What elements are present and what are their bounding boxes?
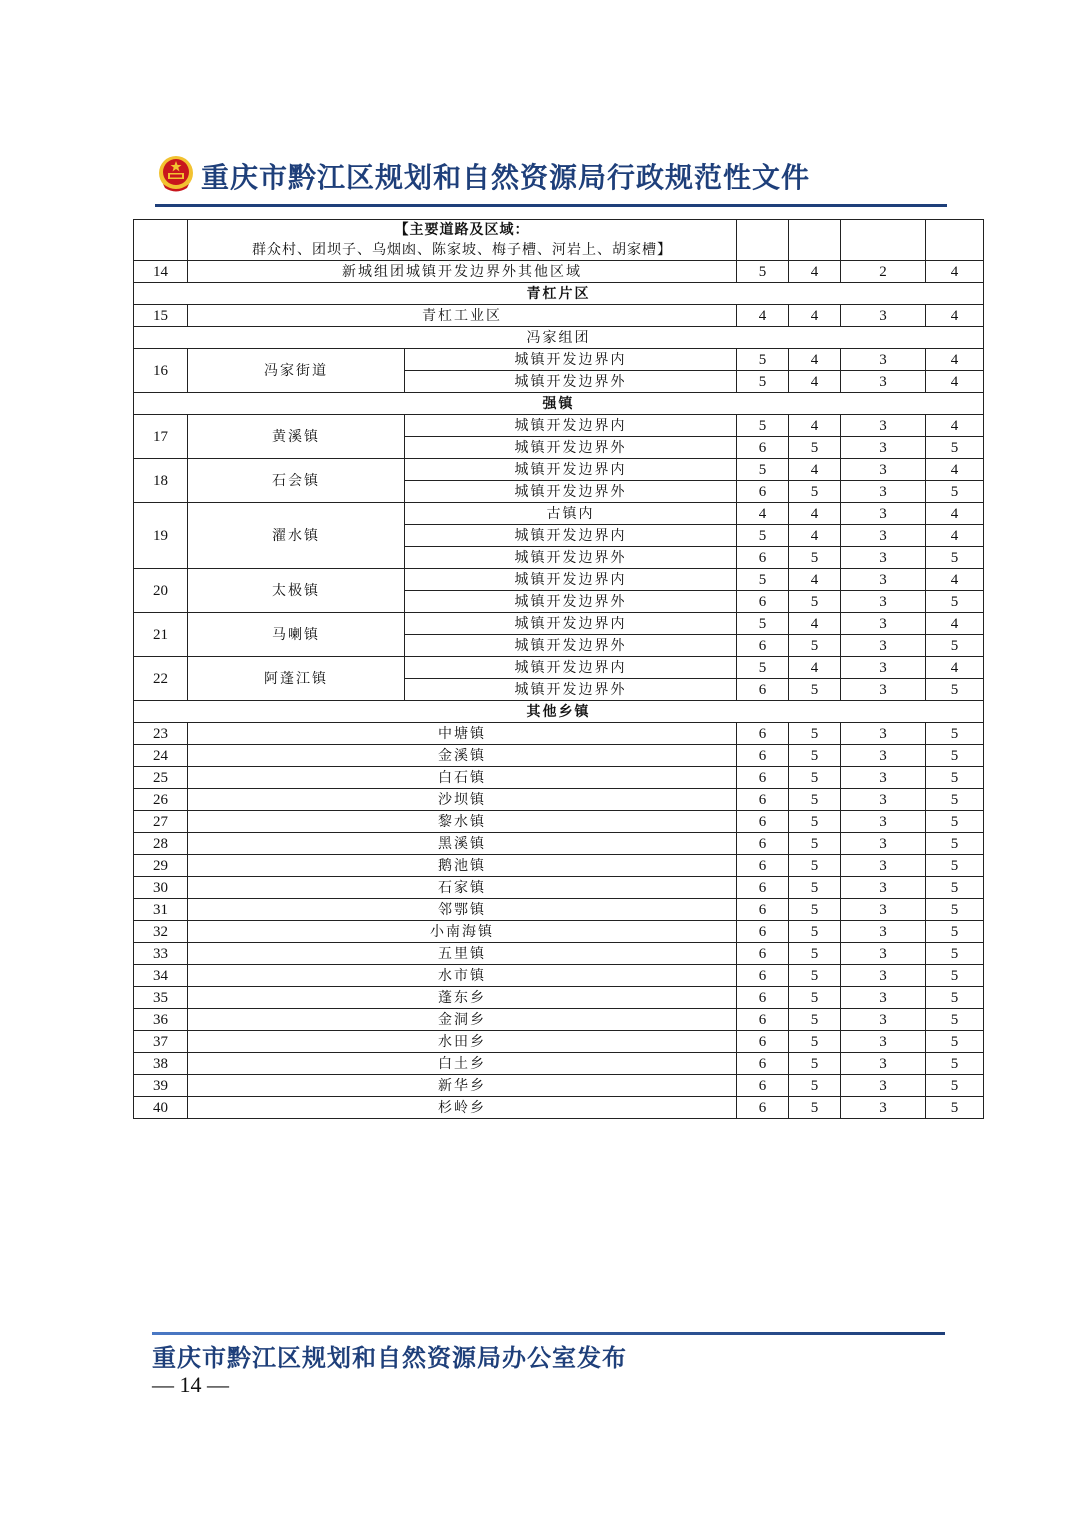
value-cell: 5 (789, 547, 841, 569)
sub-area-label: 城镇开发边界外 (405, 547, 737, 569)
area-name: 黎水镇 (188, 811, 737, 833)
value-cell: 5 (926, 723, 984, 745)
value-cell: 4 (926, 657, 984, 679)
value-cell: 4 (926, 415, 984, 437)
value-cell: 3 (841, 1009, 926, 1031)
sub-area-label: 城镇开发边界外 (405, 481, 737, 503)
row-number: 33 (134, 943, 188, 965)
area-name: 黄溪镇 (188, 415, 405, 459)
value-cell: 5 (926, 635, 984, 657)
value-cell: 6 (737, 1075, 789, 1097)
value-cell: 5 (926, 1075, 984, 1097)
value-cell: 5 (737, 525, 789, 547)
area-name: 杉岭乡 (188, 1097, 737, 1119)
sub-area-label: 城镇开发边界内 (405, 349, 737, 371)
value-cell: 3 (841, 635, 926, 657)
value-cell: 5 (926, 811, 984, 833)
value-cell: 5 (737, 569, 789, 591)
area-name: 白土乡 (188, 1053, 737, 1075)
sub-area-label: 城镇开发边界内 (405, 525, 737, 547)
note-cell (188, 220, 737, 261)
sub-area-label: 城镇开发边界内 (405, 657, 737, 679)
value-cell: 6 (737, 745, 789, 767)
value-cell: 6 (737, 987, 789, 1009)
value-cell: 3 (841, 349, 926, 371)
row-number: 32 (134, 921, 188, 943)
value-cell: 3 (841, 613, 926, 635)
value-cell: 5 (789, 965, 841, 987)
value-cell: 5 (926, 789, 984, 811)
value-cell: 5 (926, 1097, 984, 1119)
section-row (134, 701, 984, 723)
row-number: 24 (134, 745, 188, 767)
row-number: 39 (134, 1075, 188, 1097)
table-row (134, 1009, 984, 1031)
area-name: 马喇镇 (188, 613, 405, 657)
value-cell: 4 (789, 261, 841, 283)
row-number: 18 (134, 459, 188, 503)
value-cell: 3 (841, 481, 926, 503)
group-row (134, 327, 984, 349)
value-cell: 3 (841, 305, 926, 327)
value-cell: 3 (841, 591, 926, 613)
strong-towns-body (134, 415, 984, 701)
value-cell: 2 (841, 261, 926, 283)
section-title: 其他乡镇 (134, 701, 984, 723)
row-number: 16 (134, 349, 188, 393)
value-cell: 5 (926, 899, 984, 921)
row-number: 14 (134, 261, 188, 283)
area-name: 濯水镇 (188, 503, 405, 569)
value-cell: 6 (737, 679, 789, 701)
value-cell: 3 (841, 965, 926, 987)
table-row (134, 855, 984, 877)
value-cell: 5 (789, 789, 841, 811)
value-cell: 6 (737, 437, 789, 459)
table-row (134, 723, 984, 745)
area-name: 新城组团城镇开发边界外其他区域 (188, 261, 737, 283)
value-cell: 5 (789, 943, 841, 965)
table-row (134, 415, 984, 437)
value-cell: 3 (841, 855, 926, 877)
value-cell: 4 (926, 305, 984, 327)
table-row (134, 833, 984, 855)
value-cell: 5 (789, 591, 841, 613)
value-cell: 4 (926, 459, 984, 481)
document-header (155, 148, 947, 212)
value-cell: 6 (737, 767, 789, 789)
header-divider (155, 204, 947, 207)
area-name: 邻鄂镇 (188, 899, 737, 921)
sub-area-label: 城镇开发边界内 (405, 415, 737, 437)
row-number: 20 (134, 569, 188, 613)
value-cell: 4 (926, 261, 984, 283)
value-cell: 5 (926, 921, 984, 943)
value-cell: 3 (841, 745, 926, 767)
area-name: 金溪镇 (188, 745, 737, 767)
section-row (134, 283, 984, 305)
value-cell: 5 (926, 481, 984, 503)
value-cell: 5 (926, 679, 984, 701)
value-cell: 5 (737, 349, 789, 371)
row-number: 23 (134, 723, 188, 745)
value-cell: 5 (789, 635, 841, 657)
table-row (134, 261, 984, 283)
value-cell: 5 (926, 547, 984, 569)
area-name: 黑溪镇 (188, 833, 737, 855)
value-cell: 4 (789, 569, 841, 591)
data-table (133, 219, 984, 1119)
value-cell: 5 (789, 745, 841, 767)
value-cell: 3 (841, 1097, 926, 1119)
area-name: 沙坝镇 (188, 789, 737, 811)
value-cell: 5 (789, 987, 841, 1009)
sub-area-label: 古镇内 (405, 503, 737, 525)
value-cell: 6 (737, 1009, 789, 1031)
value-cell: 5 (789, 1009, 841, 1031)
section-title: 青杠片区 (134, 283, 984, 305)
header-title: 重庆市黔江区规划和自然资源局行政规范性文件 (201, 161, 811, 194)
row-number: 22 (134, 657, 188, 701)
row-number: 25 (134, 767, 188, 789)
table-row (134, 657, 984, 679)
value-cell: 5 (789, 877, 841, 899)
row-number: 21 (134, 613, 188, 657)
value-cell: 5 (789, 1075, 841, 1097)
row-number: 40 (134, 1097, 188, 1119)
value-cell: 5 (737, 459, 789, 481)
value-cell: 6 (737, 1053, 789, 1075)
area-name: 五里镇 (188, 943, 737, 965)
value-cell: 6 (737, 899, 789, 921)
value-cell: 3 (841, 437, 926, 459)
value-cell: 5 (737, 613, 789, 635)
value-cell: 5 (737, 261, 789, 283)
row-number: 34 (134, 965, 188, 987)
value-cell: 3 (841, 921, 926, 943)
value-cell: 6 (737, 789, 789, 811)
value-cell: 5 (737, 415, 789, 437)
value-cell: 6 (737, 1031, 789, 1053)
value-cell: 3 (841, 679, 926, 701)
table-row (134, 613, 984, 635)
value-cell: 5 (789, 723, 841, 745)
value-cell: 5 (926, 745, 984, 767)
value-cell: 6 (737, 855, 789, 877)
row-number: 26 (134, 789, 188, 811)
value-cell: 4 (737, 503, 789, 525)
value-cell: 3 (841, 899, 926, 921)
value-cell: 3 (841, 1031, 926, 1053)
value-cell: 4 (789, 415, 841, 437)
value-cell: 5 (926, 767, 984, 789)
note-text: 群众村、团坝子、乌烟凼、陈家坡、梅子槽、河岩上、胡家槽】 (252, 242, 672, 258)
value-cell: 5 (926, 943, 984, 965)
national-emblem-icon (157, 154, 195, 194)
value-cell: 4 (789, 657, 841, 679)
value-cell: 3 (841, 767, 926, 789)
sub-area-label: 城镇开发边界外 (405, 591, 737, 613)
section-title: 强镇 (134, 393, 984, 415)
value-cell: 6 (737, 481, 789, 503)
value-cell: 3 (841, 459, 926, 481)
sub-area-label: 城镇开发边界外 (405, 371, 737, 393)
page-number: — 14 — (152, 1372, 229, 1397)
row-number: 15 (134, 305, 188, 327)
row-number: 30 (134, 877, 188, 899)
value-cell: 4 (926, 569, 984, 591)
value-cell: 5 (789, 1053, 841, 1075)
group-title: 冯家组团 (134, 327, 984, 349)
value-cell: 5 (926, 877, 984, 899)
value-cell: 6 (737, 943, 789, 965)
area-name: 新华乡 (188, 1075, 737, 1097)
area-name: 水市镇 (188, 965, 737, 987)
value-cell: 3 (841, 987, 926, 1009)
table-row (134, 1031, 984, 1053)
value-cell: 5 (737, 657, 789, 679)
table-row (134, 1053, 984, 1075)
value-cell: 3 (841, 811, 926, 833)
table-row (134, 877, 984, 899)
value-cell: 6 (737, 723, 789, 745)
value-cell: 5 (737, 371, 789, 393)
area-name: 白石镇 (188, 767, 737, 789)
value-cell: 5 (789, 767, 841, 789)
value-cell: 3 (841, 371, 926, 393)
value-cell: 5 (789, 437, 841, 459)
row-number: 35 (134, 987, 188, 1009)
value-cell: 3 (841, 1053, 926, 1075)
table-row (134, 569, 984, 591)
area-name: 蓬东乡 (188, 987, 737, 1009)
value-cell: 3 (841, 569, 926, 591)
value-cell: 5 (789, 855, 841, 877)
value-cell: 3 (841, 943, 926, 965)
table-row (134, 789, 984, 811)
table-row (134, 503, 984, 525)
value-cell: 5 (789, 1031, 841, 1053)
row-number: 17 (134, 415, 188, 459)
table-row (134, 1075, 984, 1097)
sub-area-label: 城镇开发边界外 (405, 679, 737, 701)
value-cell: 4 (789, 459, 841, 481)
area-name: 阿蓬江镇 (188, 657, 405, 701)
area-name: 石家镇 (188, 877, 737, 899)
value-cell: 4 (926, 503, 984, 525)
area-name: 水田乡 (188, 1031, 737, 1053)
row-number: 27 (134, 811, 188, 833)
row-number: 38 (134, 1053, 188, 1075)
value-cell: 3 (841, 789, 926, 811)
sub-area-label: 城镇开发边界内 (405, 613, 737, 635)
value-cell: 6 (737, 965, 789, 987)
value-cell: 3 (841, 657, 926, 679)
table-row (134, 811, 984, 833)
other-towns-body (134, 723, 984, 1119)
table-row (134, 943, 984, 965)
table-row (134, 899, 984, 921)
value-cell: 5 (789, 833, 841, 855)
value-cell: 6 (737, 591, 789, 613)
value-cell: 4 (789, 525, 841, 547)
area-name: 小南海镇 (188, 921, 737, 943)
table-row (134, 965, 984, 987)
value-cell: 5 (789, 1097, 841, 1119)
sub-area-label: 城镇开发边界外 (405, 437, 737, 459)
value-cell: 6 (737, 635, 789, 657)
value-cell: 6 (737, 811, 789, 833)
area-name: 青杠工业区 (188, 305, 737, 327)
table-row (134, 459, 984, 481)
value-cell: 5 (789, 679, 841, 701)
value-cell: 5 (926, 987, 984, 1009)
value-cell: 5 (926, 965, 984, 987)
value-cell: 3 (841, 1075, 926, 1097)
value-cell: 4 (926, 613, 984, 635)
table-row (134, 745, 984, 767)
value-cell: 5 (926, 1009, 984, 1031)
value-cell: 4 (789, 349, 841, 371)
table-row (134, 305, 984, 327)
value-cell: 5 (789, 921, 841, 943)
area-name: 金洞乡 (188, 1009, 737, 1031)
area-name: 冯家街道 (188, 349, 405, 393)
value-cell: 4 (789, 503, 841, 525)
value-cell: 5 (926, 1031, 984, 1053)
area-name: 石会镇 (188, 459, 405, 503)
value-cell: 4 (789, 371, 841, 393)
row-number: 19 (134, 503, 188, 569)
value-cell: 3 (841, 503, 926, 525)
footer-divider (152, 1332, 945, 1335)
table-row (134, 220, 984, 261)
value-cell: 6 (737, 921, 789, 943)
value-cell: 4 (789, 305, 841, 327)
area-name: 鹅池镇 (188, 855, 737, 877)
value-cell: 3 (841, 547, 926, 569)
value-cell: 6 (737, 1097, 789, 1119)
value-cell: 3 (841, 525, 926, 547)
area-name: 中塘镇 (188, 723, 737, 745)
table-row (134, 767, 984, 789)
value-cell: 4 (926, 349, 984, 371)
value-cell: 5 (926, 855, 984, 877)
value-cell: 3 (841, 723, 926, 745)
row-number: 37 (134, 1031, 188, 1053)
row-number: 31 (134, 899, 188, 921)
section-row (134, 393, 984, 415)
sub-area-label: 城镇开发边界外 (405, 635, 737, 657)
value-cell: 6 (737, 877, 789, 899)
table-row (134, 1097, 984, 1119)
value-cell: 5 (926, 1053, 984, 1075)
value-cell: 3 (841, 415, 926, 437)
sub-area-label: 城镇开发边界内 (405, 459, 737, 481)
value-cell: 4 (789, 613, 841, 635)
value-cell: 4 (737, 305, 789, 327)
value-cell: 5 (789, 899, 841, 921)
table-row (134, 349, 984, 371)
value-cell: 5 (926, 591, 984, 613)
value-cell: 5 (789, 481, 841, 503)
row-number: 28 (134, 833, 188, 855)
sub-area-label: 城镇开发边界内 (405, 569, 737, 591)
table-row (134, 921, 984, 943)
value-cell: 4 (926, 371, 984, 393)
value-cell: 4 (926, 525, 984, 547)
value-cell: 3 (841, 877, 926, 899)
value-cell: 6 (737, 833, 789, 855)
value-cell: 5 (926, 437, 984, 459)
value-cell: 5 (789, 811, 841, 833)
area-name: 太极镇 (188, 569, 405, 613)
value-cell: 3 (841, 833, 926, 855)
note-label: 【主要道路及区域： (394, 222, 530, 238)
table-row (134, 987, 984, 1009)
footer-title: 重庆市黔江区规划和自然资源局办公室发布 (152, 1343, 627, 1372)
value-cell: 5 (926, 833, 984, 855)
value-cell: 6 (737, 547, 789, 569)
row-number: 36 (134, 1009, 188, 1031)
row-number: 29 (134, 855, 188, 877)
